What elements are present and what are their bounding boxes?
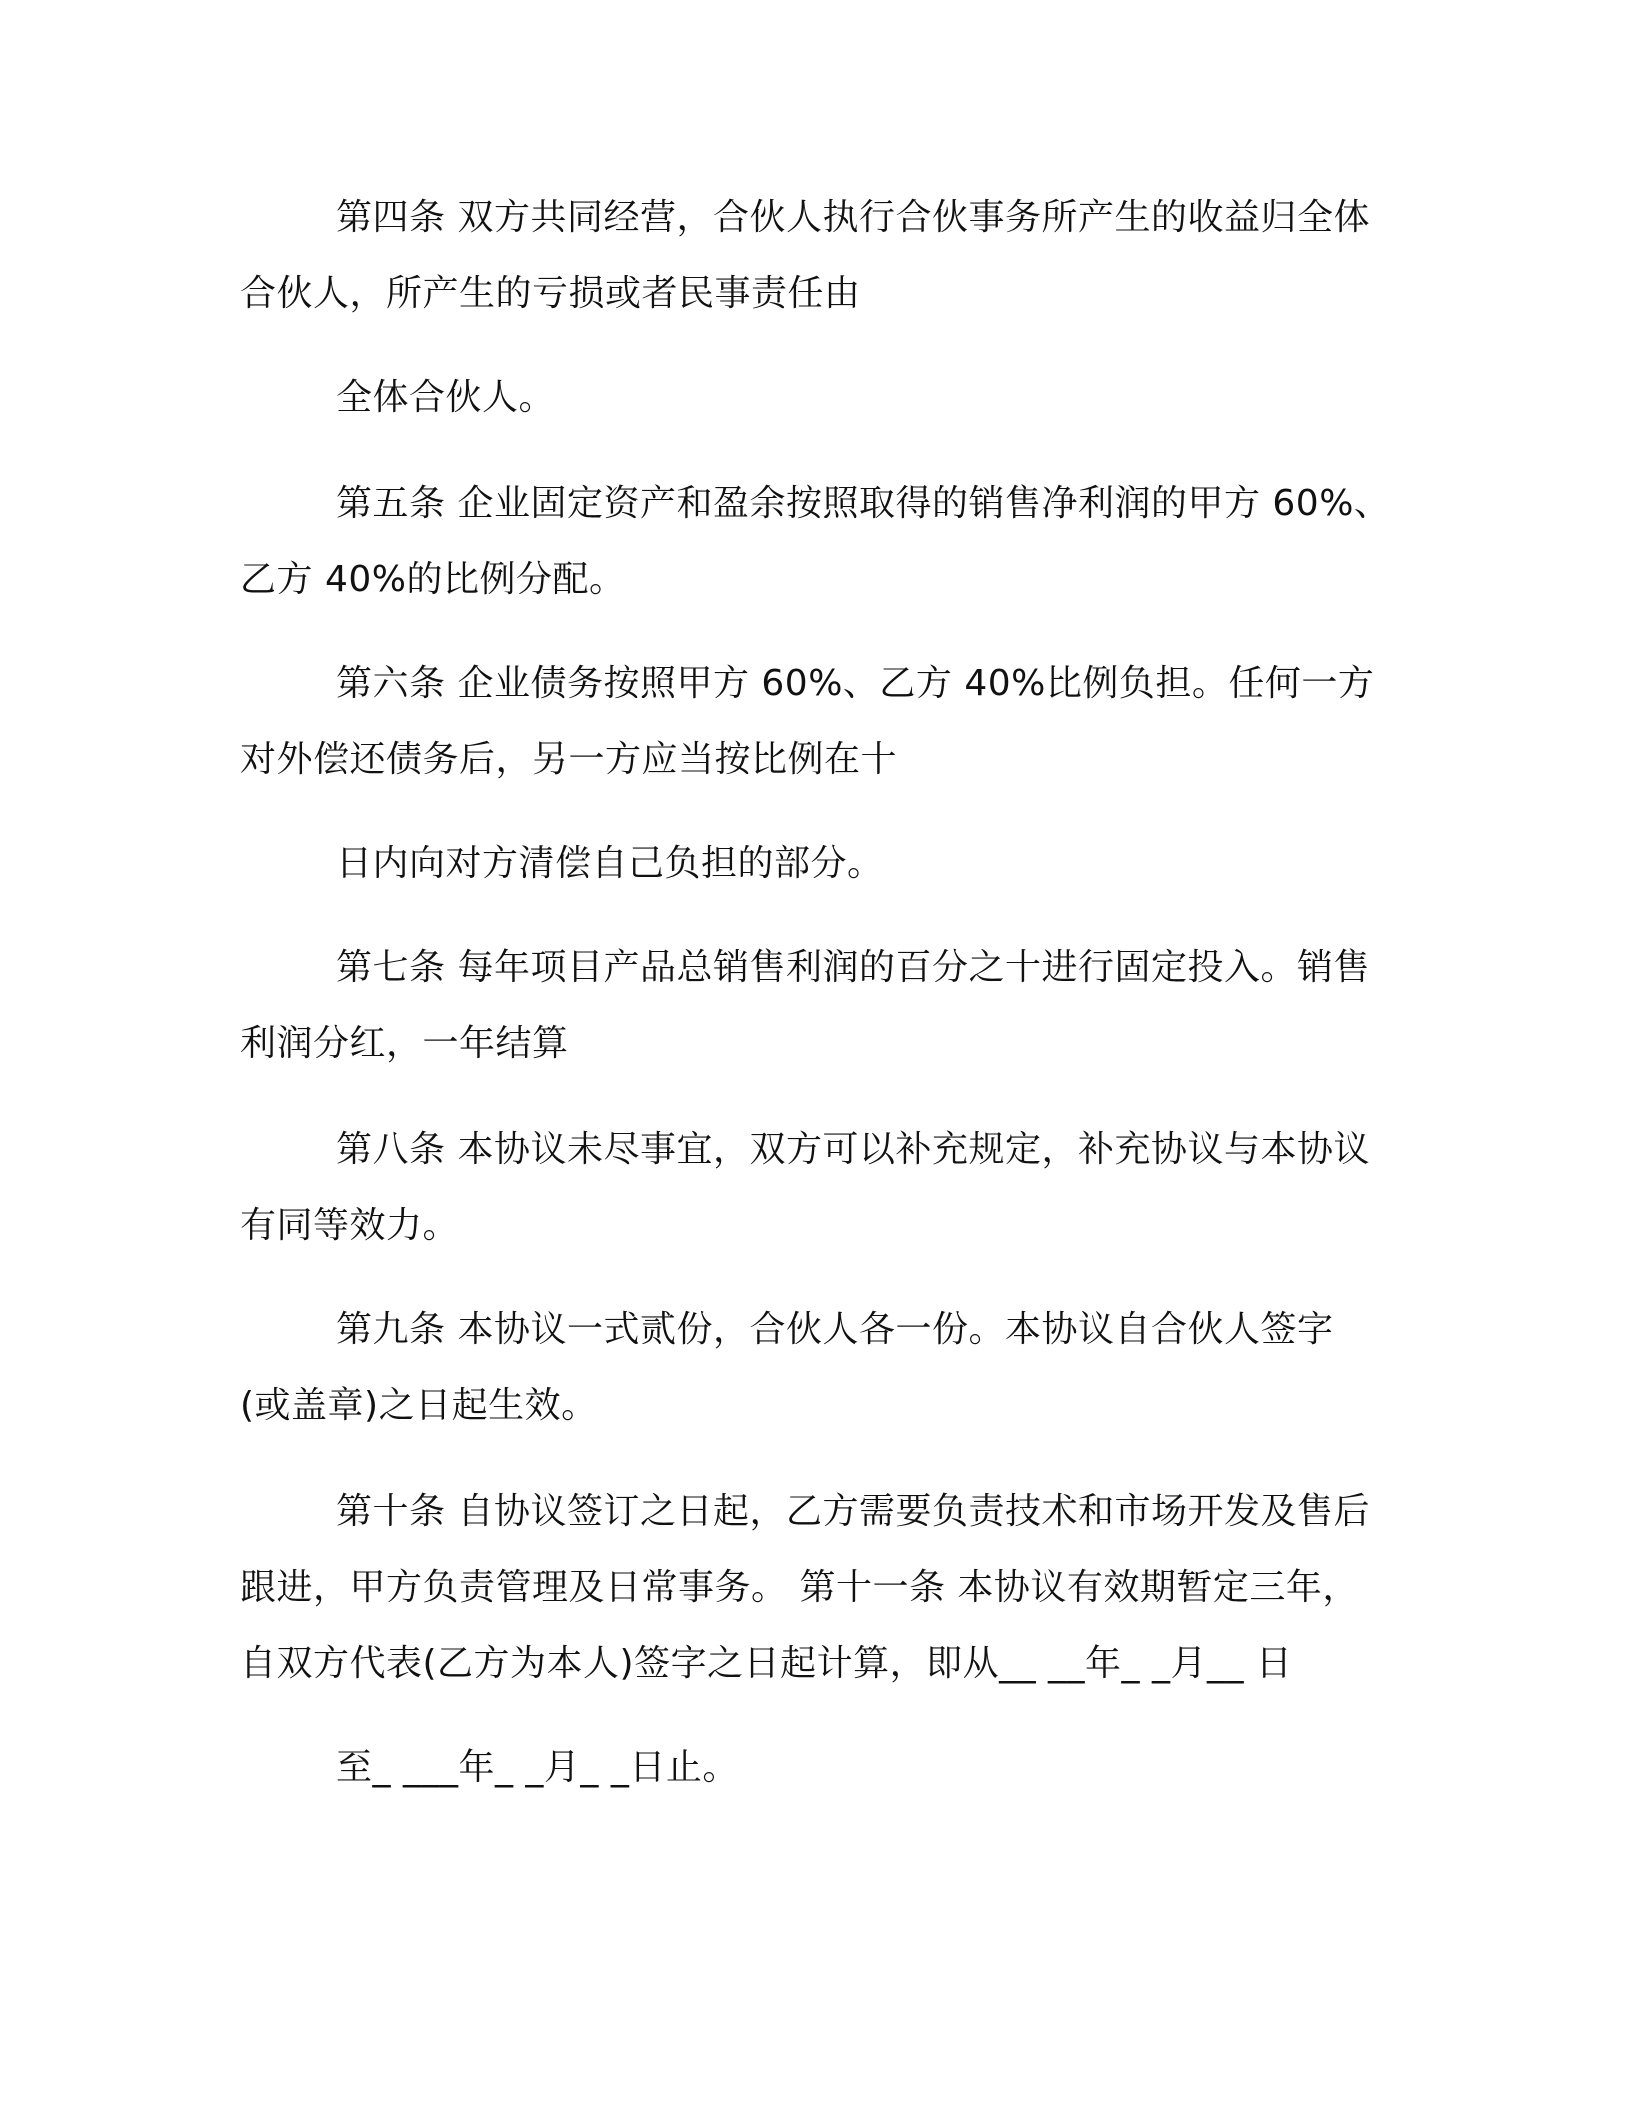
article-11-line-1: 自双方代表(乙方为本人)签字之日起计算，即从__ __年_ _月__ 日 — [240, 1643, 1293, 1684]
article-10-line-1: 第十条 自协议签订之日起，乙方需要负责技术和市场开发及售后 — [336, 1491, 1370, 1532]
article-9-line-1: 第九条 本协议一式贰份，合伙人各一份。本协议自合伙人签字 — [336, 1309, 1334, 1350]
article-4-line-1: 第四条 双方共同经营，合伙人执行合伙事务所产生的收益归全体 — [336, 197, 1370, 238]
article-7-line-2: 利润分红，一年结算 — [240, 1023, 569, 1064]
article-6-line-3: 日内向对方清偿自己负担的部分。 — [336, 843, 884, 884]
article-5-line-2: 乙方 40%的比例分配。 — [240, 559, 626, 600]
article-8-line-1: 第八条 本协议未尽事宜，双方可以补充规定，补充协议与本协议 — [336, 1129, 1370, 1170]
article-5-line-1: 第五条 企业固定资产和盈余按照取得的销售净利润的甲方 60%、 — [336, 483, 1391, 524]
article-4-line-2: 合伙人，所产生的亏损或者民事责任由 — [240, 273, 861, 314]
article-10-line-2: 跟进，甲方负责管理及日常事务。 第十一条 本协议有效期暂定三年， — [240, 1567, 1359, 1608]
article-8-line-2: 有同等效力。 — [240, 1205, 460, 1246]
article-7-line-1: 第七条 每年项目产品总销售利润的百分之十进行固定投入。销售 — [336, 947, 1370, 988]
article-6-line-2: 对外偿还债务后，另一方应当按比例在十 — [240, 739, 898, 780]
article-11-line-2: 至_ ___年_ _月_ _日止。 — [336, 1747, 739, 1788]
article-6-line-1: 第六条 企业债务按照甲方 60%、乙方 40%比例负担。任何一方 — [336, 663, 1375, 704]
article-4-line-3: 全体合伙人。 — [336, 377, 556, 418]
article-9-line-2: (或盖章)之日起生效。 — [240, 1385, 598, 1426]
